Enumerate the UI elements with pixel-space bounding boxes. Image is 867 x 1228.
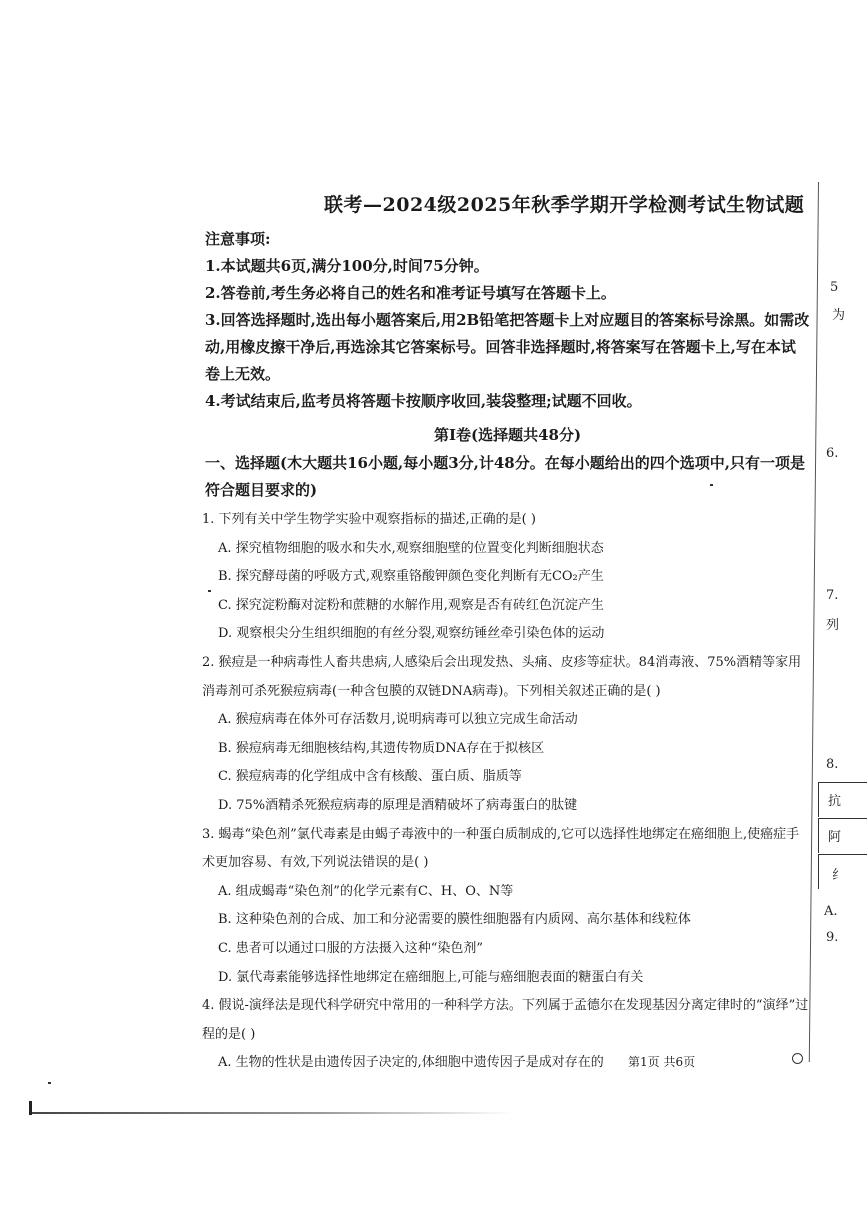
option-b: B. 猴痘病毒无细胞核结构,其遗传物质DNA存在于拟核区 — [218, 740, 545, 756]
question-1 — [202, 506, 812, 649]
notes-item: 4.考试结束后,监考员将答题卡按顺序收回,装袋整理;试题不回收。 — [205, 392, 642, 410]
option-a: A. 探究植物细胞的吸水和失水,观察细胞壁的位置变化判断细胞状态 — [218, 540, 604, 556]
exam-title: 联考—2024级2025年秋季学期开学检测考试生物试题 — [324, 194, 805, 216]
notes-block — [205, 226, 810, 415]
question-3 — [202, 821, 812, 993]
option-c: C. 探究淀粉酶对淀粉和蔗糖的水解作用,观察是否有砖红色沉淀产生 — [218, 597, 604, 613]
edge-fragment: 列 — [826, 618, 840, 633]
question-4 — [202, 992, 812, 1078]
edge-fragment: 阿 — [828, 830, 842, 845]
scan-speck — [48, 1082, 51, 1084]
notes-heading: 注意事项: — [205, 230, 271, 248]
option-a: A. 组成蝎毒“染色剂”的化学元素有C、H、O、N等 — [218, 883, 514, 899]
notes-item: 2.答卷前,考生务必将自己的姓名和准考证号填写在答题卡上。 — [205, 284, 616, 302]
part-heading: 一、选择题(木大题共16小题,每小题3分,计48分。在每小题给出的四个选项中,只有一项是符合题目要求的) — [205, 454, 805, 499]
question-stem: 1. 下列有关中学生物学实验中观察指标的描述,正确的是( ) — [202, 512, 536, 527]
edge-fragment: 5 — [830, 280, 839, 295]
question-stem: 4. 假说-演绎法是现代科学研究中常用的一种科学方法。下列属于孟德尔在发现基因分离定律时的“演绎”过程的是( ) — [202, 998, 809, 1042]
edge-table-cell — [818, 782, 867, 817]
option-d: D. 氯代毒素能够选择性地绑定在癌细胞上,可能与癌细胞表面的糖蛋白有关 — [218, 969, 644, 985]
edge-fragment: 8. — [826, 757, 839, 772]
edge-fragment: 为 — [832, 308, 846, 323]
scan-artifact — [32, 1112, 512, 1114]
option-d: D. 75%酒精杀死猴痘病毒的原理是酒精破坏了病毒蛋白的肽键 — [218, 797, 578, 813]
option-a: A. 猴痘病毒在体外可存活数月,说明病毒可以独立完成生命活动 — [218, 712, 578, 728]
question-list — [202, 506, 812, 1078]
option-c: C. 患者可以通过口服的方法摄入这种“染色剂” — [218, 940, 484, 956]
scan-speck — [208, 590, 211, 592]
notes-item: 3.回答选择题时,选出每小题答案后,用2B铅笔把答题卡上对应题目的答案标号涂黑。如需改动,用橡皮擦干净后,再选涂其它答案标号。回答非选择题时,将答案写在答题卡上,写在本试卷上无效。 — [205, 311, 810, 383]
option-b: B. 这种染色剂的合成、加工和分泌需要的膜性细胞器有内质网、高尔基体和线粒体 — [218, 912, 691, 928]
section-title: 第I卷(选择题共48分) — [433, 426, 582, 444]
question-stem: 3. 蝎毒“染色剂”氯代毒素是由蝎子毒液中的一种蛋白质制成的,它可以选择性地绑定在癌细胞上,使癌症手术更加容易、有效,下列说法错误的是( ) — [202, 826, 800, 871]
option-d: D. 观察根尖分生组织细胞的有丝分裂,观察纺锤丝牵引染色体的运动 — [218, 626, 605, 642]
option-a: A. 生物的性状是由遗传因子决定的,体细胞中遗传因子是成对存在的 — [218, 1055, 604, 1071]
notes-item: 1.本试题共6页,满分100分,时间75分钟。 — [205, 257, 489, 275]
edge-fragment: A. — [824, 904, 838, 919]
question-2 — [202, 649, 812, 821]
edge-fragment: 纟 — [832, 868, 846, 883]
edge-fragment: 抗 — [828, 794, 842, 809]
question-stem: 2. 猴痘是一种病毒性人畜共患病,人感染后会出现发热、头痛、皮疹等症状。84消毒液、75%酒精等家用消毒剂可杀死猴痘病毒(一种含包膜的双链DNA病毒)。下列相关叙述正确的是( ) — [202, 654, 802, 699]
edge-fragment: 9. — [826, 930, 839, 945]
edge-fragment: 6. — [826, 446, 839, 461]
edge-fragment: 7. — [826, 588, 839, 603]
page-number: 第1页 共6页 — [628, 1055, 696, 1069]
edge-table-cell — [818, 818, 867, 853]
scan-speck — [710, 484, 713, 486]
option-c: C. 猴痘病毒的化学组成中含有核酸、蛋白质、脂质等 — [218, 769, 522, 785]
circle-mark-icon — [792, 1053, 803, 1064]
option-b: B. 探究酵母菌的呼吸方式,观察重铬酸钾颜色变化判断有无CO₂产生 — [218, 569, 604, 585]
